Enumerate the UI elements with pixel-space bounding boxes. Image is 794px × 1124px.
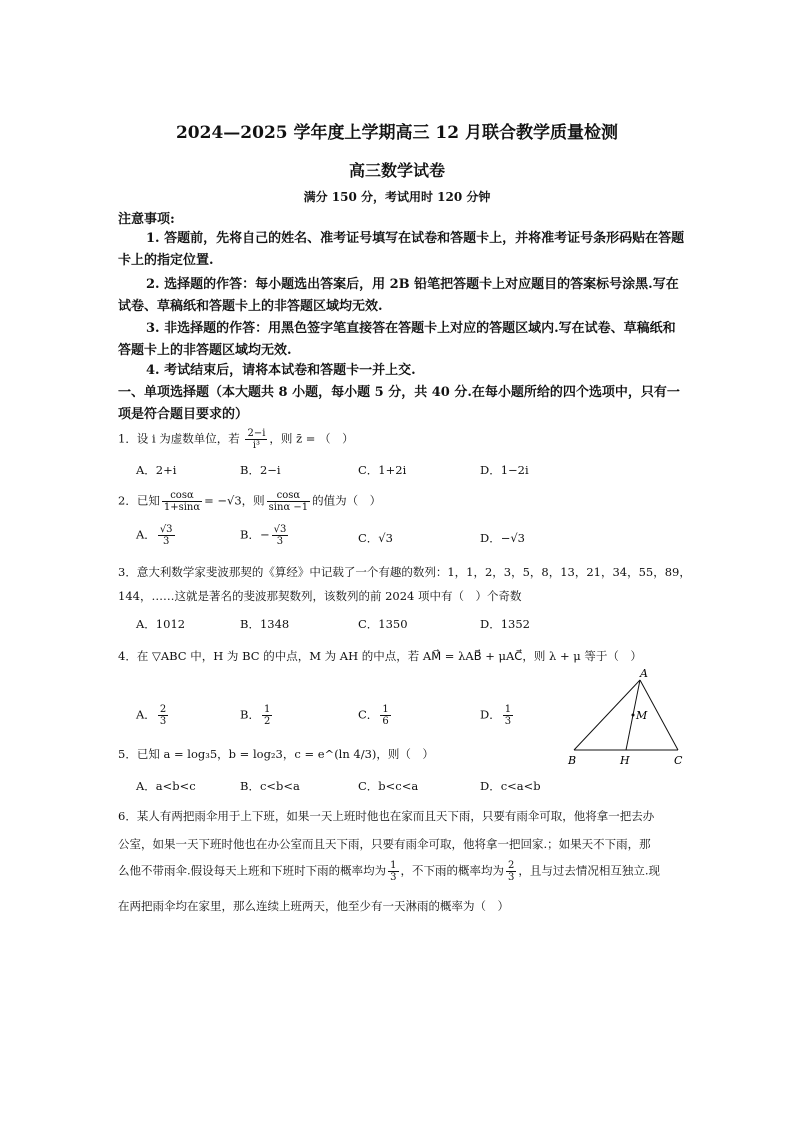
label-c: C: [674, 754, 683, 767]
q2-fraction-2: $\frac{\cos\alpha}{\sin\alpha -1}$: [268, 490, 309, 513]
question-6-line-4: 在两把雨伞均在家里，那么连续上班两天，他至少有一天淋雨的概率为（ ）: [118, 899, 509, 913]
notice-item-4: 4. 考试结束后，请将本试卷和答题卡一并上交.: [146, 363, 416, 378]
exam-info: 满分 150 分，考试用时 120 分钟: [303, 190, 491, 204]
q3-option-c[interactable]: C．1350: [358, 617, 408, 631]
question-1: 1．设 i 为虚数单位，若 $\frac{2-i}{\text{i³}}$ ，则 z̄ = （ ）: [118, 428, 354, 451]
question-5: 5．已知 a = log₃5，b = log₂3，c = e^(ln 4/3)，则（ ）: [118, 747, 434, 761]
notice-item-3: 3. 非选择题的作答：用黑色签字笔直接答在答题卡上对应的答题区域内.写在试卷、草稿纸和答题卡上的非答题区域均无效.: [118, 321, 676, 358]
exam-subject: 高三数学试卷: [348, 161, 445, 180]
q3-option-a[interactable]: A．1012: [136, 617, 186, 631]
q3-option-b[interactable]: B．1348: [240, 617, 290, 631]
q3-option-d[interactable]: D．1352: [480, 617, 530, 631]
question-6-line-1: 6．某人有两把雨伞用于上下班，如果一天上班时他也在家而且天下雨，只要有雨伞可取，他将拿一把去办: [118, 809, 655, 823]
notice-heading: 注意事项:: [118, 212, 175, 227]
label-h: H: [620, 754, 630, 767]
question-3-line-1: 3．意大利数学家斐波那契的《算经》中记载了一个有趣的数列：1，1，2，3，5，8，13，21，34，55，89，: [118, 565, 691, 579]
notice-item-2: 2. 选择题的作答：每小题选出答案后，用 2B 铅笔把答题卡上对应题目的答案标号涂黑.写在试卷、草稿纸和答题卡上的非答题区域均无效.: [118, 277, 679, 314]
q4-option-c[interactable]: C． $\frac{1}{6}$: [358, 704, 389, 727]
question-6-line-3: 么他不带雨伞.假设每天上班和下班时下雨的概率均为 $\frac{1}{3}$ ，不下雨的概率均为 $\frac{2}{3}$ ，且与过去情况相互独立.现: [118, 860, 661, 883]
question-4: 4．在 ▽ABC 中，H 为 BC 的中点，M 为 AH 的中点，若 AM⃗ = λAB⃗ + μAC⃗，则 λ + μ 等于（ ）: [118, 649, 642, 663]
q2-option-d[interactable]: D．−√3: [480, 531, 526, 545]
q1-option-c[interactable]: C．1+2i: [358, 463, 407, 477]
section-heading: 一、单项选择题（本大题共 8 小题，每小题 5 分，共 40 分.在每小题所给的四个选项中，只有一项是符合题目要求的）: [118, 385, 680, 422]
q1-option-d[interactable]: D．1−2i: [480, 463, 529, 477]
q4-option-b[interactable]: B． $\frac{1}{2}$: [240, 704, 271, 727]
q2-option-c[interactable]: C．√3: [358, 531, 393, 545]
point-m: [632, 714, 635, 717]
notice-item-1: 1. 答题前，先将自己的姓名、准考证号填写在试卷和答题卡上，并将准考证号条形码贴在答题卡上的指定位置.: [118, 231, 685, 268]
q1-option-a[interactable]: A．2+i: [136, 463, 177, 477]
q5-option-c[interactable]: C．b<c<a: [358, 779, 419, 793]
q5-option-a[interactable]: A．a<b<c: [136, 779, 196, 793]
label-a: A: [640, 668, 648, 680]
label-b: B: [568, 754, 577, 767]
q2-fraction-1: $\frac{\cos\alpha}{1+\sin\alpha}$: [163, 490, 201, 513]
q2-option-a[interactable]: A． $\frac{√3}{3}$: [136, 524, 173, 547]
edge-ab: [574, 680, 640, 750]
question-6-line-2: 公室，如果一天下班时他也在办公室而且天下雨，只要有雨伞可取，他将拿一把回家.；如果天不下雨，那: [118, 837, 651, 851]
q1-option-b[interactable]: B．2−i: [240, 463, 281, 477]
q5-option-b[interactable]: B．c<b<a: [240, 779, 300, 793]
q5-option-d[interactable]: D．c<a<b: [480, 779, 541, 793]
question-2: 2．已知 $\frac{\cos\alpha}{1+\sin\alpha}$ = −√3，则 $\frac{\cos\alpha}{\sin\alpha -1}$ 的值为（ ）: [118, 490, 382, 513]
q4-option-d[interactable]: D． $\frac{1}{3}$: [480, 704, 512, 727]
question-3-line-2: 144，……这就是著名的斐波那契数列，该数列的前 2024 项中有（ ）个奇数: [118, 589, 522, 603]
exam-title: 2024—2025 学年度上学期高三 12 月联合教学质量检测: [175, 123, 619, 143]
triangle-figure: [560, 668, 700, 768]
q1-fraction: $\frac{2-i}{\text{i³}}$: [247, 428, 266, 451]
q4-option-a[interactable]: A． $\frac{2}{3}$: [136, 704, 167, 727]
q2-option-b[interactable]: B．− $\frac{√3}{3}$: [240, 524, 287, 547]
label-m: M: [636, 709, 648, 722]
